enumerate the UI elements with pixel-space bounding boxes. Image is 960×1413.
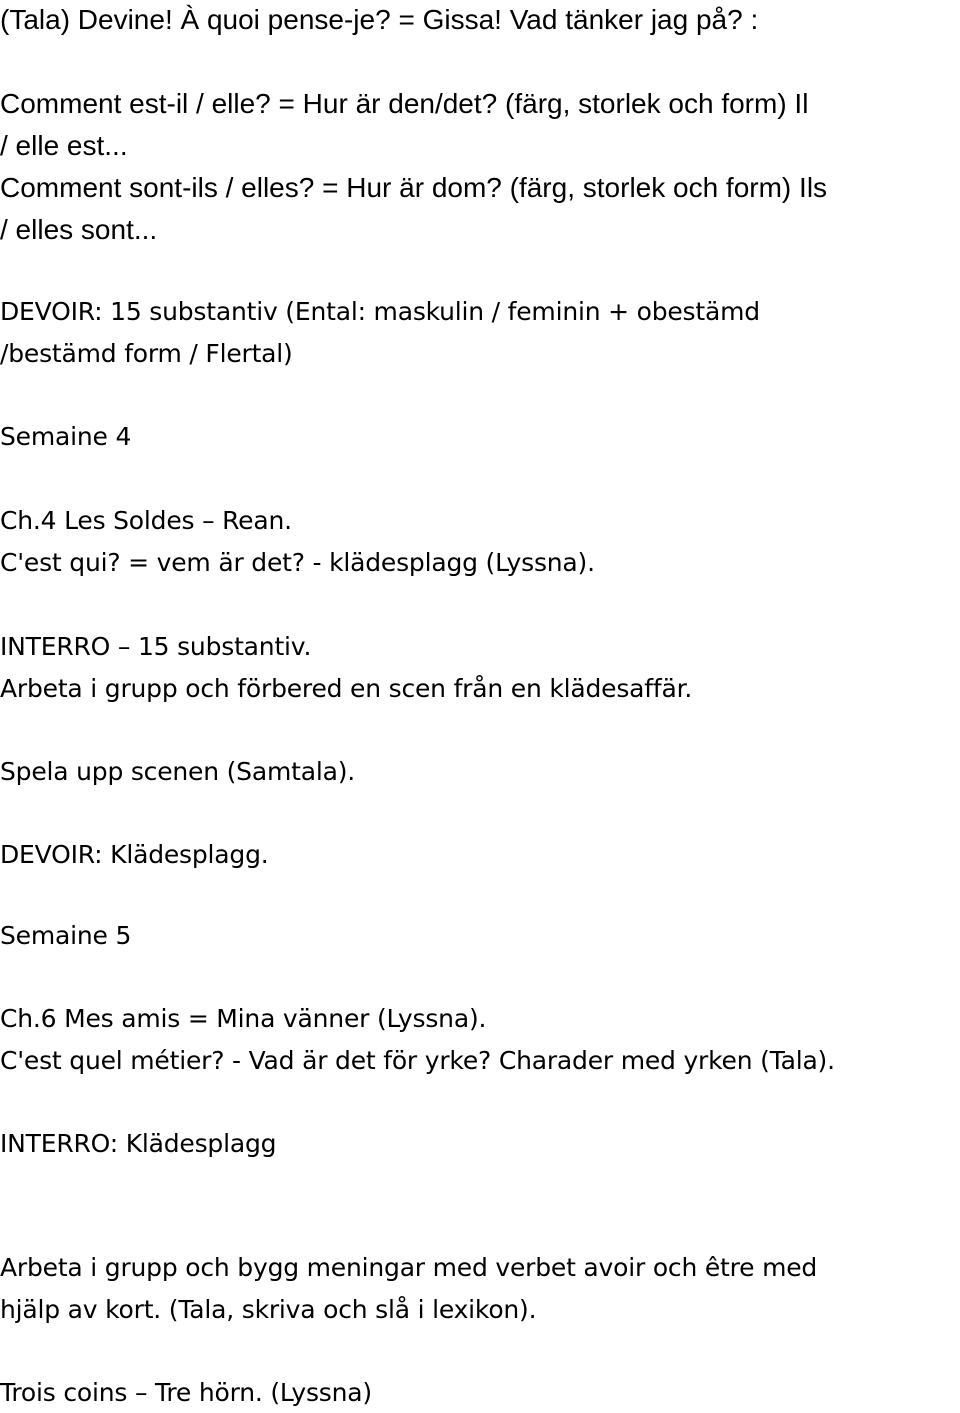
text-line-devoir-kladesplagg: DEVOIR: Klädesplagg. — [0, 840, 269, 869]
text-line-devoir-substantiv: DEVOIR: 15 substantiv (Ental: maskulin / feminin + obestämd — [0, 297, 760, 326]
text-line-bestamd-form: /bestämd form / Flertal) — [0, 339, 293, 368]
text-line-comment-est-il: Comment est-il / elle? = Hur är den/det? (färg, storlek och form) Il — [0, 88, 809, 119]
text-line-trois-coins: Trois coins – Tre hörn. (Lyssna) — [0, 1378, 372, 1407]
text-line-spela-upp: Spela upp scenen (Samtala). — [0, 757, 356, 786]
text-line-interro-substantiv: INTERRO – 15 substantiv. — [0, 632, 312, 661]
heading-semaine-4: Semaine 4 — [0, 422, 132, 451]
text-line-cest-qui: C'est qui? = vem är det? - klädesplagg (Lyssna). — [0, 548, 595, 577]
text-line-comment-sont-ils: Comment sont-ils / elles? = Hur är dom? (färg, storlek och form) Ils — [0, 172, 828, 203]
text-line-tala-devine: (Tala) Devine! À quoi pense-je? = Gissa! Vad tänker jag på? : — [0, 4, 759, 35]
text-line-elles-sont: / elles sont... — [0, 214, 158, 245]
heading-semaine-5: Semaine 5 — [0, 921, 132, 950]
text-line-quel-metier: C'est quel métier? - Vad är det för yrke? Charader med yrken (Tala). — [0, 1046, 835, 1075]
text-line-hjalp-av-kort: hjälp av kort. (Tala, skriva och slå i lexikon). — [0, 1295, 537, 1324]
text-line-arbeta-meningar: Arbeta i grupp och bygg meningar med verbet avoir och être med — [0, 1253, 818, 1282]
text-line-arbeta-scen: Arbeta i grupp och förbered en scen från en klädesaffär. — [0, 674, 693, 703]
text-line-mes-amis: Ch.6 Mes amis = Mina vänner (Lyssna). — [0, 1004, 487, 1033]
text-line-elle-est: / elle est... — [0, 130, 128, 161]
text-line-interro-kladesplagg: INTERRO: Klädesplagg — [0, 1129, 277, 1158]
text-line-les-soldes: Ch.4 Les Soldes – Rean. — [0, 506, 292, 535]
